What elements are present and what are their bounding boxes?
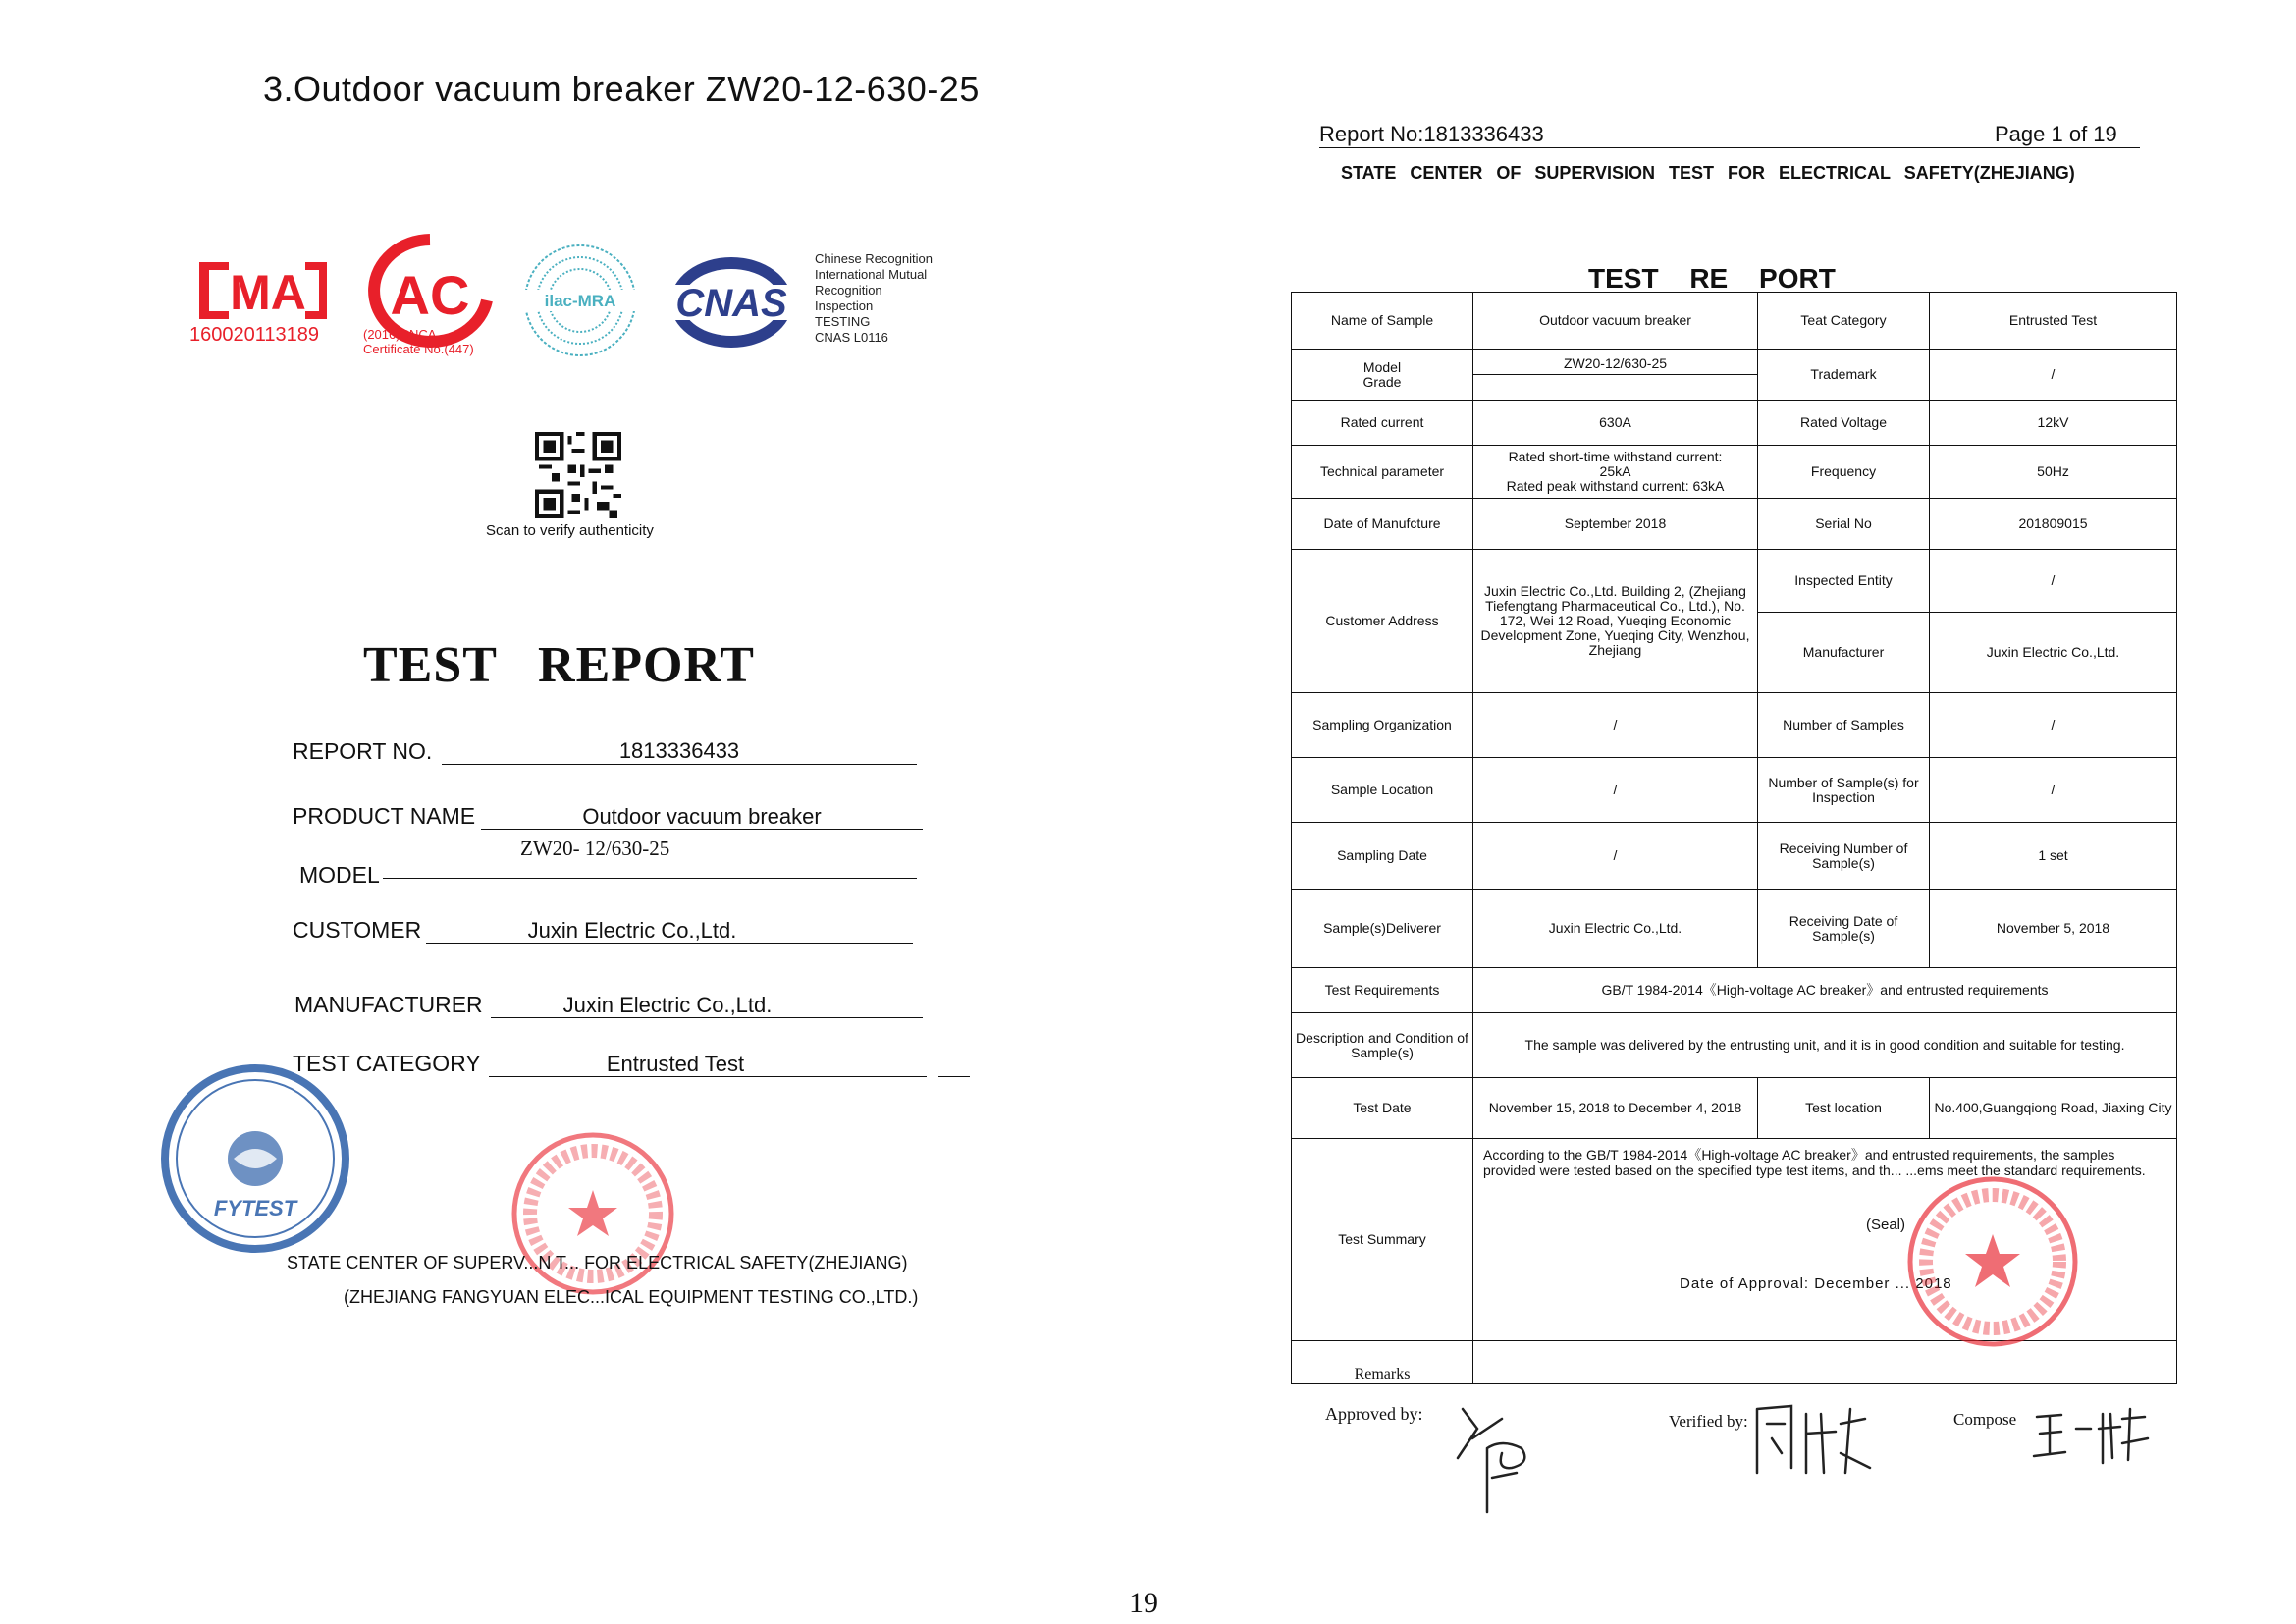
customer-label: CUSTOMER [293,917,422,943]
customer-value: Juxin Electric Co.,Ltd. [527,918,737,943]
customer-row [293,917,421,944]
cnca-caption-line: Certificate No.(447) [363,342,474,356]
field-underline [442,764,917,765]
model-grade-label [1292,350,1473,401]
name-of-sample: Outdoor vacuum breaker [1473,293,1758,350]
approver-signature [1443,1389,1551,1517]
model-value: ZW20-12/630-25 [1473,352,1757,375]
frequency: 50Hz [1930,446,2177,499]
receiving-date: November 5, 2018 [1930,890,2177,968]
cnca-logo-text: AC [390,264,470,326]
trademark: / [1930,350,2177,401]
manufacturer-row [294,992,483,1018]
sampling-org: / [1473,693,1758,758]
table-row [1292,446,2177,499]
qr-caption: Scan to verify authenticity [486,522,654,539]
recognition-line: International Mutual [815,267,928,282]
tech-line: Rated short-time withstand current: [1508,449,1723,464]
model-label: Model [1362,358,1402,375]
table-row [1292,693,2177,758]
manufacturer-label: Manufacturer [1758,613,1930,693]
verified-by-label: Verified by: [1669,1412,1748,1431]
cnas-logo-text: CNAS [675,282,787,325]
date-of-manufacture-label: Date of Manufcture [1292,499,1473,550]
recognition-text [815,251,933,346]
table-row [1292,890,2177,968]
samples-for-inspection-label: Number of Sample(s) for Inspection [1758,758,1930,823]
sampling-date: / [1473,823,1758,890]
rated-current: 630A [1473,401,1758,446]
table-row [1292,293,2177,350]
name-of-sample-label: Name of Sample [1292,293,1473,350]
page-number: 19 [1129,1587,1158,1619]
ma-logo-text: MA [230,265,306,320]
product-name-row [293,803,475,830]
seal-label: (Seal) [1866,1217,1906,1233]
table-row [1292,1078,2177,1139]
test-requirements: GB/T 1984-2014《High-voltage AC breaker》and entrusted requirements [1473,968,2177,1013]
sampling-date-label: Sampling Date [1292,823,1473,890]
receiving-number-label: Receiving Number of Sample(s) [1758,823,1930,890]
page-count: Page 1 of 19 [1995,122,2117,146]
ilac-logo-text: ilac-MRA [544,292,616,310]
report-no-label: REPORT NO. [293,738,433,764]
test-summary-label: Test Summary [1292,1139,1473,1341]
model-value: ZW20- 12/630-25 [520,837,670,860]
tech-line: Rated peak withstand current: 63kA [1506,478,1725,494]
red-seal-stamp [1904,1173,2081,1350]
test-location: No.400,Guangqiong Road, Jiaxing City [1930,1078,2177,1139]
sample-location-label: Sample Location [1292,758,1473,823]
model-grade-cell [1473,350,1758,401]
deliverer: Juxin Electric Co.,Ltd. [1473,890,1758,968]
ma-number: 160020113189 [189,324,319,346]
table-row [1292,823,2177,890]
technical-parameter [1473,446,1758,499]
ilac-mra-logo [520,241,640,360]
center-name: STATE CENTER OF SUPERVISION TEST FOR ELECTRICAL SAFETY(ZHEJIANG) [1341,163,2075,183]
rated-voltage: 12kV [1930,401,2177,446]
model-row [299,862,380,889]
frequency-label: Frequency [1758,446,1930,499]
recognition-line: Chinese Recognition [815,251,933,266]
date-of-manufacture: September 2018 [1473,499,1758,550]
inspected-entity: / [1930,550,2177,613]
report-no-row [293,738,432,765]
number-of-samples: / [1930,693,2177,758]
test-requirements-label: Test Requirements [1292,968,1473,1013]
recognition-line: Inspection [815,298,874,313]
recognition-line: TESTING [815,314,871,329]
rated-voltage-label: Rated Voltage [1758,401,1930,446]
approved-by-label: Approved by: [1325,1404,1423,1424]
sampling-org-label: Sampling Organization [1292,693,1473,758]
report-no-value: 1813336433 [618,738,740,763]
serial-no: 201809015 [1930,499,2177,550]
test-date-label: Test Date [1292,1078,1473,1139]
receiving-number: 1 set [1930,823,2177,890]
date-of-approval: Date of Approval: December ... 2018 [1680,1275,1952,1292]
test-date: November 15, 2018 to December 4, 2018 [1473,1078,1758,1139]
blue-stamp [157,1060,353,1257]
verifier-signature [1747,1394,1875,1483]
product-name-value: Outdoor vacuum breaker [582,804,822,829]
sample-location: / [1473,758,1758,823]
grade-label: Grade [1362,373,1402,390]
test-category-value: Entrusted Test [606,1052,745,1076]
grade-value [1473,375,1757,397]
composer-signature [2032,1399,2150,1468]
recognition-line: Recognition [815,283,882,298]
samples-for-inspection: / [1930,758,2177,823]
report-title: TEST RE PORT [1588,263,1836,294]
table-row [1292,1013,2177,1078]
table-row [1292,350,2177,401]
description: The sample was delivered by the entrusting unit, and it is in good condition and suitable for testing. [1473,1013,2177,1078]
test-location-label: Test location [1758,1078,1930,1139]
section-heading: 3.Outdoor vacuum breaker ZW20-12-630-25 [263,69,980,109]
table-row [1292,550,2177,613]
field-underline [383,878,917,879]
cnca-caption [363,327,474,356]
manufacturer-value: Juxin Electric Co.,Ltd. [562,993,773,1017]
cnca-caption-line: (2016)CNCA [363,327,437,342]
compose-label: Compose [1953,1410,2017,1429]
trademark-label: Trademark [1758,350,1930,401]
table-row [1292,758,2177,823]
rated-current-label: Rated current [1292,401,1473,446]
model-label: MODEL [299,862,380,888]
test-summary: According to the GB/T 1984-2014《High-voltage AC breaker》and entrusted requirements, the samples provided were tested based on the specified type test items, and th... ...ems meet the standard requirements. [1483,1147,2146,1178]
manufacturer-label: MANUFACTURER [294,992,483,1017]
recognition-line: CNAS L0116 [815,330,888,345]
report-title: TEST REPORT [363,637,755,693]
lab-name-line: STATE CENTER OF SUPERV...N T... FOR ELECTRICAL SAFETY(ZHEJIANG) [287,1253,908,1272]
test-category: Entrusted Test [1930,293,2177,350]
cnas-logo [666,253,798,352]
number-of-samples-label: Number of Samples [1758,693,1930,758]
report-number: Report No:1813336433 [1319,122,1544,146]
lab-name-line: (ZHEJIANG FANGYUAN ELEC...ICAL EQUIPMENT TESTING CO.,LTD.) [344,1287,919,1307]
qr-code[interactable] [535,432,621,518]
tech-line: 25kA [1599,463,1631,479]
table-row [1292,968,2177,1013]
test-category-label: Teat Category [1758,293,1930,350]
manufacturer: Juxin Electric Co.,Ltd. [1930,613,2177,693]
technical-parameter-label: Technical parameter [1292,446,1473,499]
deliverer-label: Sample(s)Deliverer [1292,890,1473,968]
test-category-label: TEST CATEGORY [293,1051,481,1076]
cma-logo [189,252,335,329]
remarks-label: Remarks [1292,1341,1473,1384]
inspected-entity-label: Inspected Entity [1758,550,1930,613]
description-label: Description and Condition of Sample(s) [1292,1013,1473,1078]
product-name-label: PRODUCT NAME [293,803,476,829]
receiving-date-label: Receiving Date of Sample(s) [1758,890,1930,968]
customer-address-label: Customer Address [1292,550,1473,693]
table-row [1292,401,2177,446]
table-row [1292,499,2177,550]
field-underline [938,1076,970,1077]
serial-no-label: Serial No [1758,499,1930,550]
blue-stamp-text: FYTEST [213,1196,297,1220]
customer-address: Juxin Electric Co.,Ltd. Building 2, (Zhejiang Tiefengtang Pharmaceutical Co., Ltd.), No. 172, Wei 12 Road, Yueqing Economic Development Zone, Yueqing City, Wenzhou, Zhejiang [1473,550,1758,693]
